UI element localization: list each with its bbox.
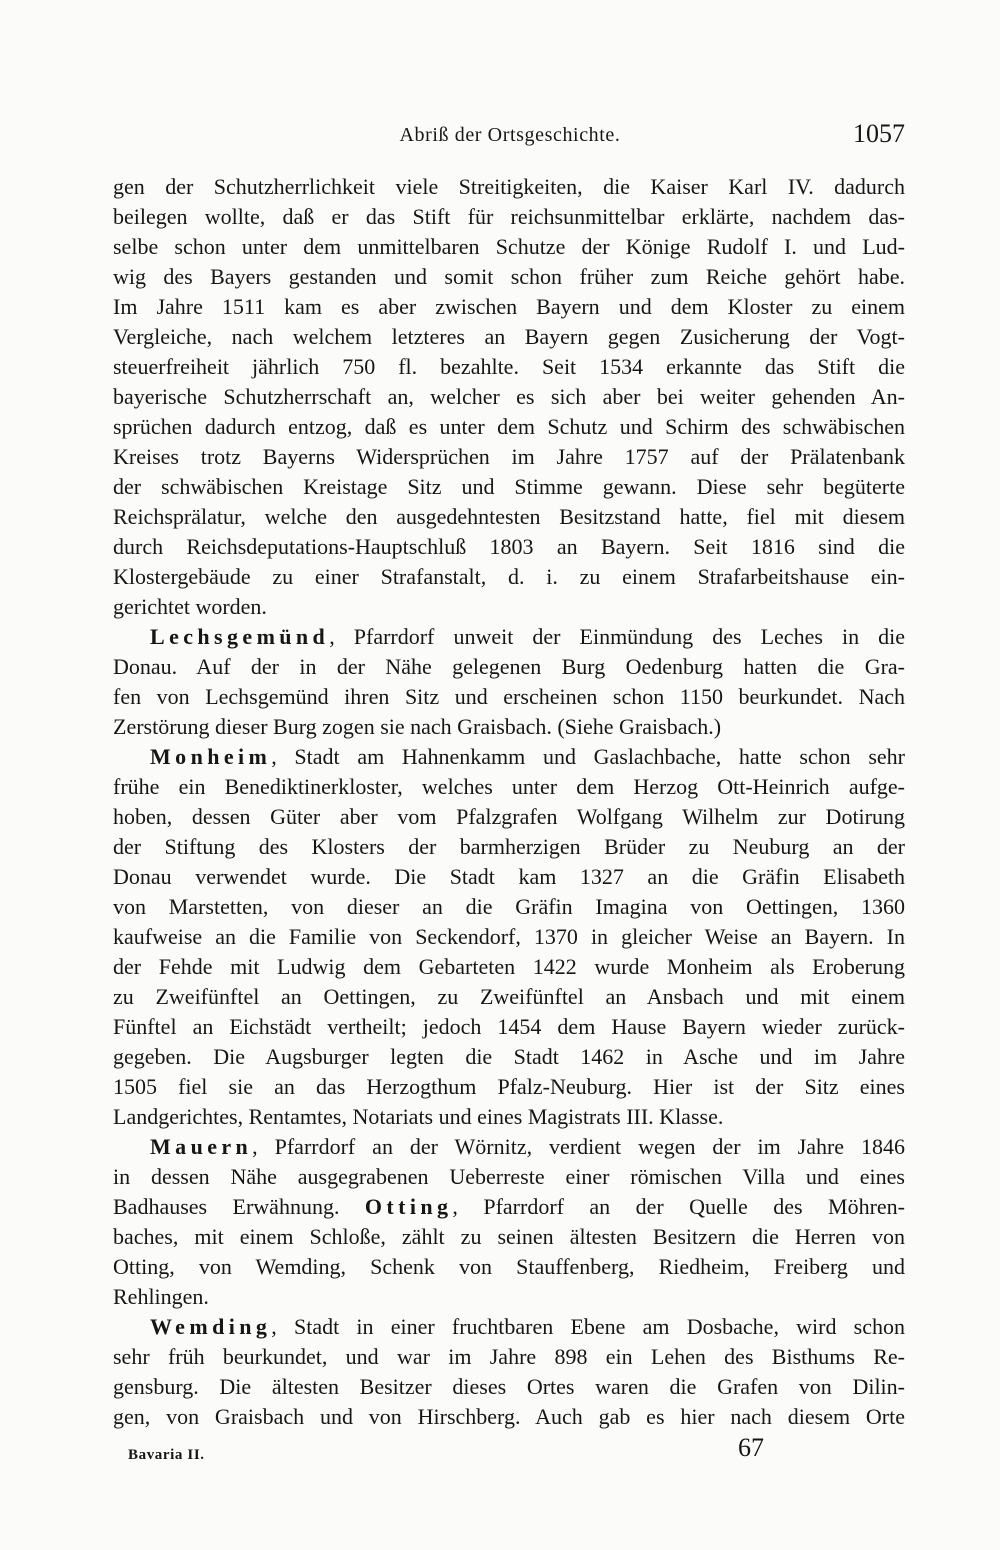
- text-line: [113, 1312, 905, 1342]
- text-line: Fünftel an Eichstädt vertheilt; jedoch 1454 dem Hause Bayern wieder zurück-: [113, 1014, 905, 1039]
- text-line: Klostergebäude zu einer Strafanstalt, d. i. zu einem Strafarbeitshause ein-: [113, 564, 905, 589]
- text-line: von Marstetten, von dieser an die Gräfin Imagina von Oettingen, 1360: [113, 894, 905, 919]
- text-line: [113, 622, 905, 652]
- running-head: Abriß der Ortsgeschichte.: [399, 124, 621, 146]
- text-line: Donau verwendet wurde. Die Stadt kam 1327 an die Gräfin Elisabeth: [113, 864, 905, 889]
- text-line: beilegen wollte, daß er das Stift für reichsunmittelbar erklärte, nachdem das-: [113, 204, 905, 229]
- text-line: in dessen Nähe ausgegrabenen Ueberreste einer römischen Villa und eines: [113, 1164, 905, 1189]
- text-line: gerichtet worden.: [113, 594, 267, 619]
- text-line: gen der Schutzherrlichkeit viele Streitigkeiten, die Kaiser Karl IV. dadurch: [113, 174, 905, 199]
- text-line: [113, 742, 905, 772]
- text-line: bayerische Schutzherrschaft an, welcher es sich aber bei weiter gehenden An-: [113, 384, 905, 409]
- text-line: frühe ein Benediktinerkloster, welches unter dem Herzog Ott-Heinrich aufge-: [113, 774, 905, 799]
- text-line: Im Jahre 1511 kam es aber zwischen Bayern und dem Kloster zu einem: [113, 294, 905, 319]
- text-line: 1505 fiel sie an das Herzogthum Pfalz-Neuburg. Hier ist der Sitz eines: [113, 1074, 905, 1099]
- text-line: fen von Lechsgemünd ihren Sitz und erscheinen schon 1150 beurkundet. Nach: [113, 684, 905, 709]
- text-line: [113, 1132, 905, 1162]
- sheet-number: 67: [738, 1433, 764, 1462]
- text-line: der schwäbischen Kreistage Sitz und Stimme gewann. Diese sehr begüterte: [113, 474, 905, 499]
- text-line: wig des Bayers gestanden und somit schon früher zum Reiche gehört habe.: [113, 264, 905, 289]
- place-name: Wemding: [150, 1314, 272, 1339]
- text-line: baches, mit einem Schloße, zählt zu seinen ältesten Besitzern die Herren von: [113, 1224, 905, 1249]
- page-number: 1057: [853, 119, 905, 148]
- place-name: Lechsgemünd: [150, 624, 330, 649]
- text-line: hoben, dessen Güter aber vom Pfalzgrafen Wolfgang Wilhelm zur Dotirung: [113, 804, 905, 829]
- text-line: Rehlingen.: [113, 1284, 209, 1309]
- text-line: gen, von Graisbach und von Hirschberg. Auch gab es hier nach diesem Orte: [113, 1404, 905, 1429]
- text-run: , Pfarrdorf an der Wörnitz, verdient wegen der im Jahre 1846: [252, 1134, 905, 1159]
- text-line: Reichsprälatur, welche den ausgedehntesten Besitzstand hatte, fiel mit diesem: [113, 504, 905, 529]
- text-line: gegeben. Die Augsburger legten die Stadt 1462 in Asche und im Jahre: [113, 1044, 905, 1069]
- text-line: Donau. Auf der in der Nähe gelegenen Burg Oedenburg hatten die Gra-: [113, 654, 905, 679]
- body-text: [113, 172, 905, 1432]
- text-line: durch Reichsdeputations-Hauptschluß 1803 an Bayern. Seit 1816 sind die: [113, 534, 905, 559]
- place-name: Mauern: [150, 1134, 253, 1159]
- place-name: Otting: [364, 1194, 453, 1219]
- text-line: zu Zweifünftel an Oettingen, zu Zweifünftel an Ansbach und mit einem: [113, 984, 905, 1009]
- text-line: der Fehde mit Ludwig dem Gebarteten 1422 wurde Monheim als Eroberung: [113, 954, 905, 979]
- text-line: sehr früh beurkundet, und war im Jahre 898 ein Lehen des Bisthums Re-: [113, 1344, 905, 1369]
- text-run: Badhauses Erwähnung.: [113, 1194, 365, 1219]
- signature-mark: Bavaria II.: [128, 1447, 205, 1463]
- text-line: Landgerichtes, Rentamtes, Notariats und eines Magistrats III. Klasse.: [113, 1104, 724, 1129]
- text-line: Vergleiche, nach welchem letzteres an Bayern gegen Zusicherung der Vogt-: [113, 324, 905, 349]
- text-line: Otting, von Wemding, Schenk von Stauffenberg, Riedheim, Freiberg und: [113, 1254, 905, 1279]
- text-line: gensburg. Die ältesten Besitzer dieses Ortes waren die Grafen von Dilin-: [113, 1374, 905, 1399]
- place-name: Monheim: [150, 744, 272, 769]
- text-run: , Stadt am Hahnenkamm und Gaslachbache, hatte schon sehr: [271, 744, 905, 769]
- text-run: , Pfarrdorf unweit der Einmündung des Leches in die: [329, 624, 905, 649]
- text-run: , Pfarrdorf an der Quelle des Möhren-: [452, 1194, 905, 1219]
- text-line: der Stiftung des Klosters der barmherzigen Brüder zu Neuburg an der: [113, 834, 905, 859]
- text-line: Kreises trotz Bayerns Widersprüchen im Jahre 1757 auf der Prälatenbank: [113, 444, 905, 469]
- text-line: Zerstörung dieser Burg zogen sie nach Graisbach. (Siehe Graisbach.): [113, 714, 722, 739]
- text-run: , Stadt in einer fruchtbaren Ebene am Dosbache, wird schon: [271, 1314, 905, 1339]
- text-line: kaufweise an die Familie von Seckendorf, 1370 in gleicher Weise an Bayern. In: [113, 924, 905, 949]
- text-line: [113, 1192, 905, 1222]
- text-line: steuerfreiheit jährlich 750 fl. bezahlte. Seit 1534 erkannte das Stift die: [113, 354, 905, 379]
- text-line: selbe schon unter dem unmittelbaren Schutze der Könige Rudolf I. und Lud-: [113, 234, 905, 259]
- text-line: sprüchen dadurch entzog, daß es unter dem Schutz und Schirm des schwäbischen: [113, 414, 905, 439]
